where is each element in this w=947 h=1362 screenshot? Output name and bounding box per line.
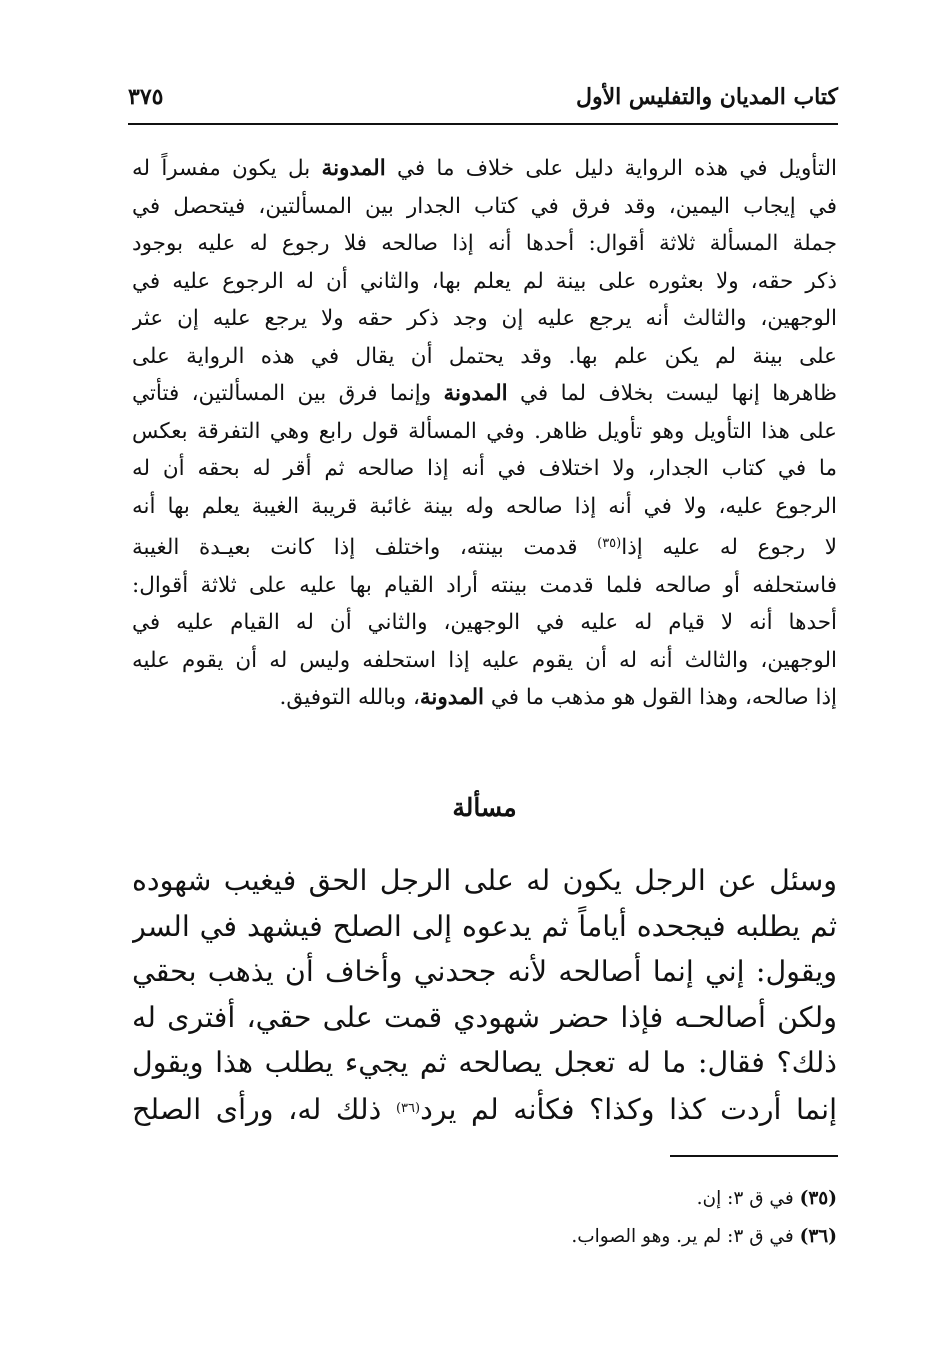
footnote-divider <box>670 1155 838 1157</box>
text-line: وسئل عن الرجل يكون له على الرجل الحق فيغيب شهوده <box>132 864 837 897</box>
text-line: جملة المسألة ثلاثة أقوال: أحدها أنه إذا صالحه فلا رجوع له عليه بوجود <box>132 231 837 256</box>
text-line <box>132 525 837 567</box>
emphasized-term: المدونة <box>443 381 508 406</box>
text-segment: قدمت بينته، واختلف إذا كانت بعيـدة الغيبة <box>132 535 578 560</box>
footnote-text: في ق ٣: لم ير. وهو الصواب. <box>571 1226 794 1247</box>
text-line: الرجوع عليه، ولا في أنه إذا صالحه وله بينة غائبة قريبة الغيبة يعلم بها أنه <box>132 493 837 519</box>
section-heading: مسألة <box>452 793 517 822</box>
running-title: كتاب المديان والتفليس الأول <box>575 84 838 110</box>
text-line: أحدها أنه لا قيام له عليه في الوجهين، والثاني أن له القيام عليه في <box>132 610 837 635</box>
page-number: ٣٧٥ <box>128 84 164 110</box>
emphasized-term: المدونة <box>419 685 485 710</box>
text-line: ذكر حقه، ولا بعثوره على بينة لم يعلم بها، والثاني أن له الرجوع عليه في <box>132 268 837 294</box>
text-line: الوجهين، والثالث أنه يرجع عليه إن وجد ذكر حقه ولا يرجع عليه إن عثر <box>132 306 837 331</box>
text-segment: إنما أردت كذا وكذا؟ فكأنه لم يرد <box>420 1092 837 1126</box>
emphasized-term: المدونة <box>321 156 386 181</box>
commentary-paragraph <box>132 150 837 717</box>
text-segment: لا رجوع له عليه إذا <box>621 535 837 560</box>
footnote-35 <box>400 1180 837 1218</box>
text-line: ظاهرها إنها ليست بخلاف لما في المدونة وإنما فرق بين المسألتين، فتأتي <box>132 381 837 406</box>
text-line: على هذا التأويل وهو تأويل ظاهر. وفي المسألة قول رابع وهي التفرقة بعكس <box>132 418 837 444</box>
footnote-ref-35: (٣٥) <box>597 536 622 551</box>
text-line: ذلك؟ فقال: ما له تعجل يصالحه ثم يجيء يطلب هذا ويقول <box>132 1046 837 1079</box>
footnote-ref-36: (٣٦) <box>395 1100 421 1116</box>
text-line: ما في كتاب الجدار، ولا اختلاف في أنه إذا صالحه ثم أقر له بحقه أن له <box>132 456 837 481</box>
text-line: ولكن أصالحـه فإذا حضر شهودي قمت على حقي، أفترى له <box>132 1000 837 1034</box>
question-paragraph <box>132 858 837 1132</box>
text-line: فاستحلفه أو صالحه فلما قدمت بينته أراد القيام بها عليه على ثلاثة أقوال: <box>132 572 837 598</box>
header-divider <box>128 123 838 125</box>
text-line: على بينة لم يكن علم بها. وقد يحتمل أن يقال في هذه الرواية على <box>132 343 837 369</box>
footnote-text: في ق ٣: إن. <box>696 1188 794 1209</box>
text-line: في إيجاب اليمين، وقد فرق في كتاب الجدار بين المسألتين، فيتحصل في <box>132 193 837 219</box>
text-line <box>132 1086 837 1133</box>
page-header <box>128 80 838 120</box>
text-line: ثم يطلبه فيجحده أياماً ثم يدعوه إلى الصلح فيشهد في السر <box>132 909 837 943</box>
text-line: التأويل في هذه الرواية دليل على خلاف ما في المدونة بل يكون مفسراً له <box>132 156 837 181</box>
text-line: إذا صالحه، وهذا القول هو مذهب ما في المدونة، وبالله التوفيق. <box>279 685 837 710</box>
text-line: ويقول: إني إنما أصالحه لأنه جحدني وأخاف أن يذهب بحقي <box>132 955 837 988</box>
text-line: الوجهين، والثالث أنه له أن يقوم عليه إذا استحلفه وليس له أن يقوم عليه <box>132 647 837 673</box>
footnotes <box>400 1180 837 1256</box>
text-segment: ذلك له، ورأى الصلح <box>132 1092 382 1126</box>
footnote-number: (٣٦) <box>799 1226 837 1247</box>
footnote-36 <box>400 1218 837 1256</box>
footnote-number: (٣٥) <box>799 1188 837 1209</box>
